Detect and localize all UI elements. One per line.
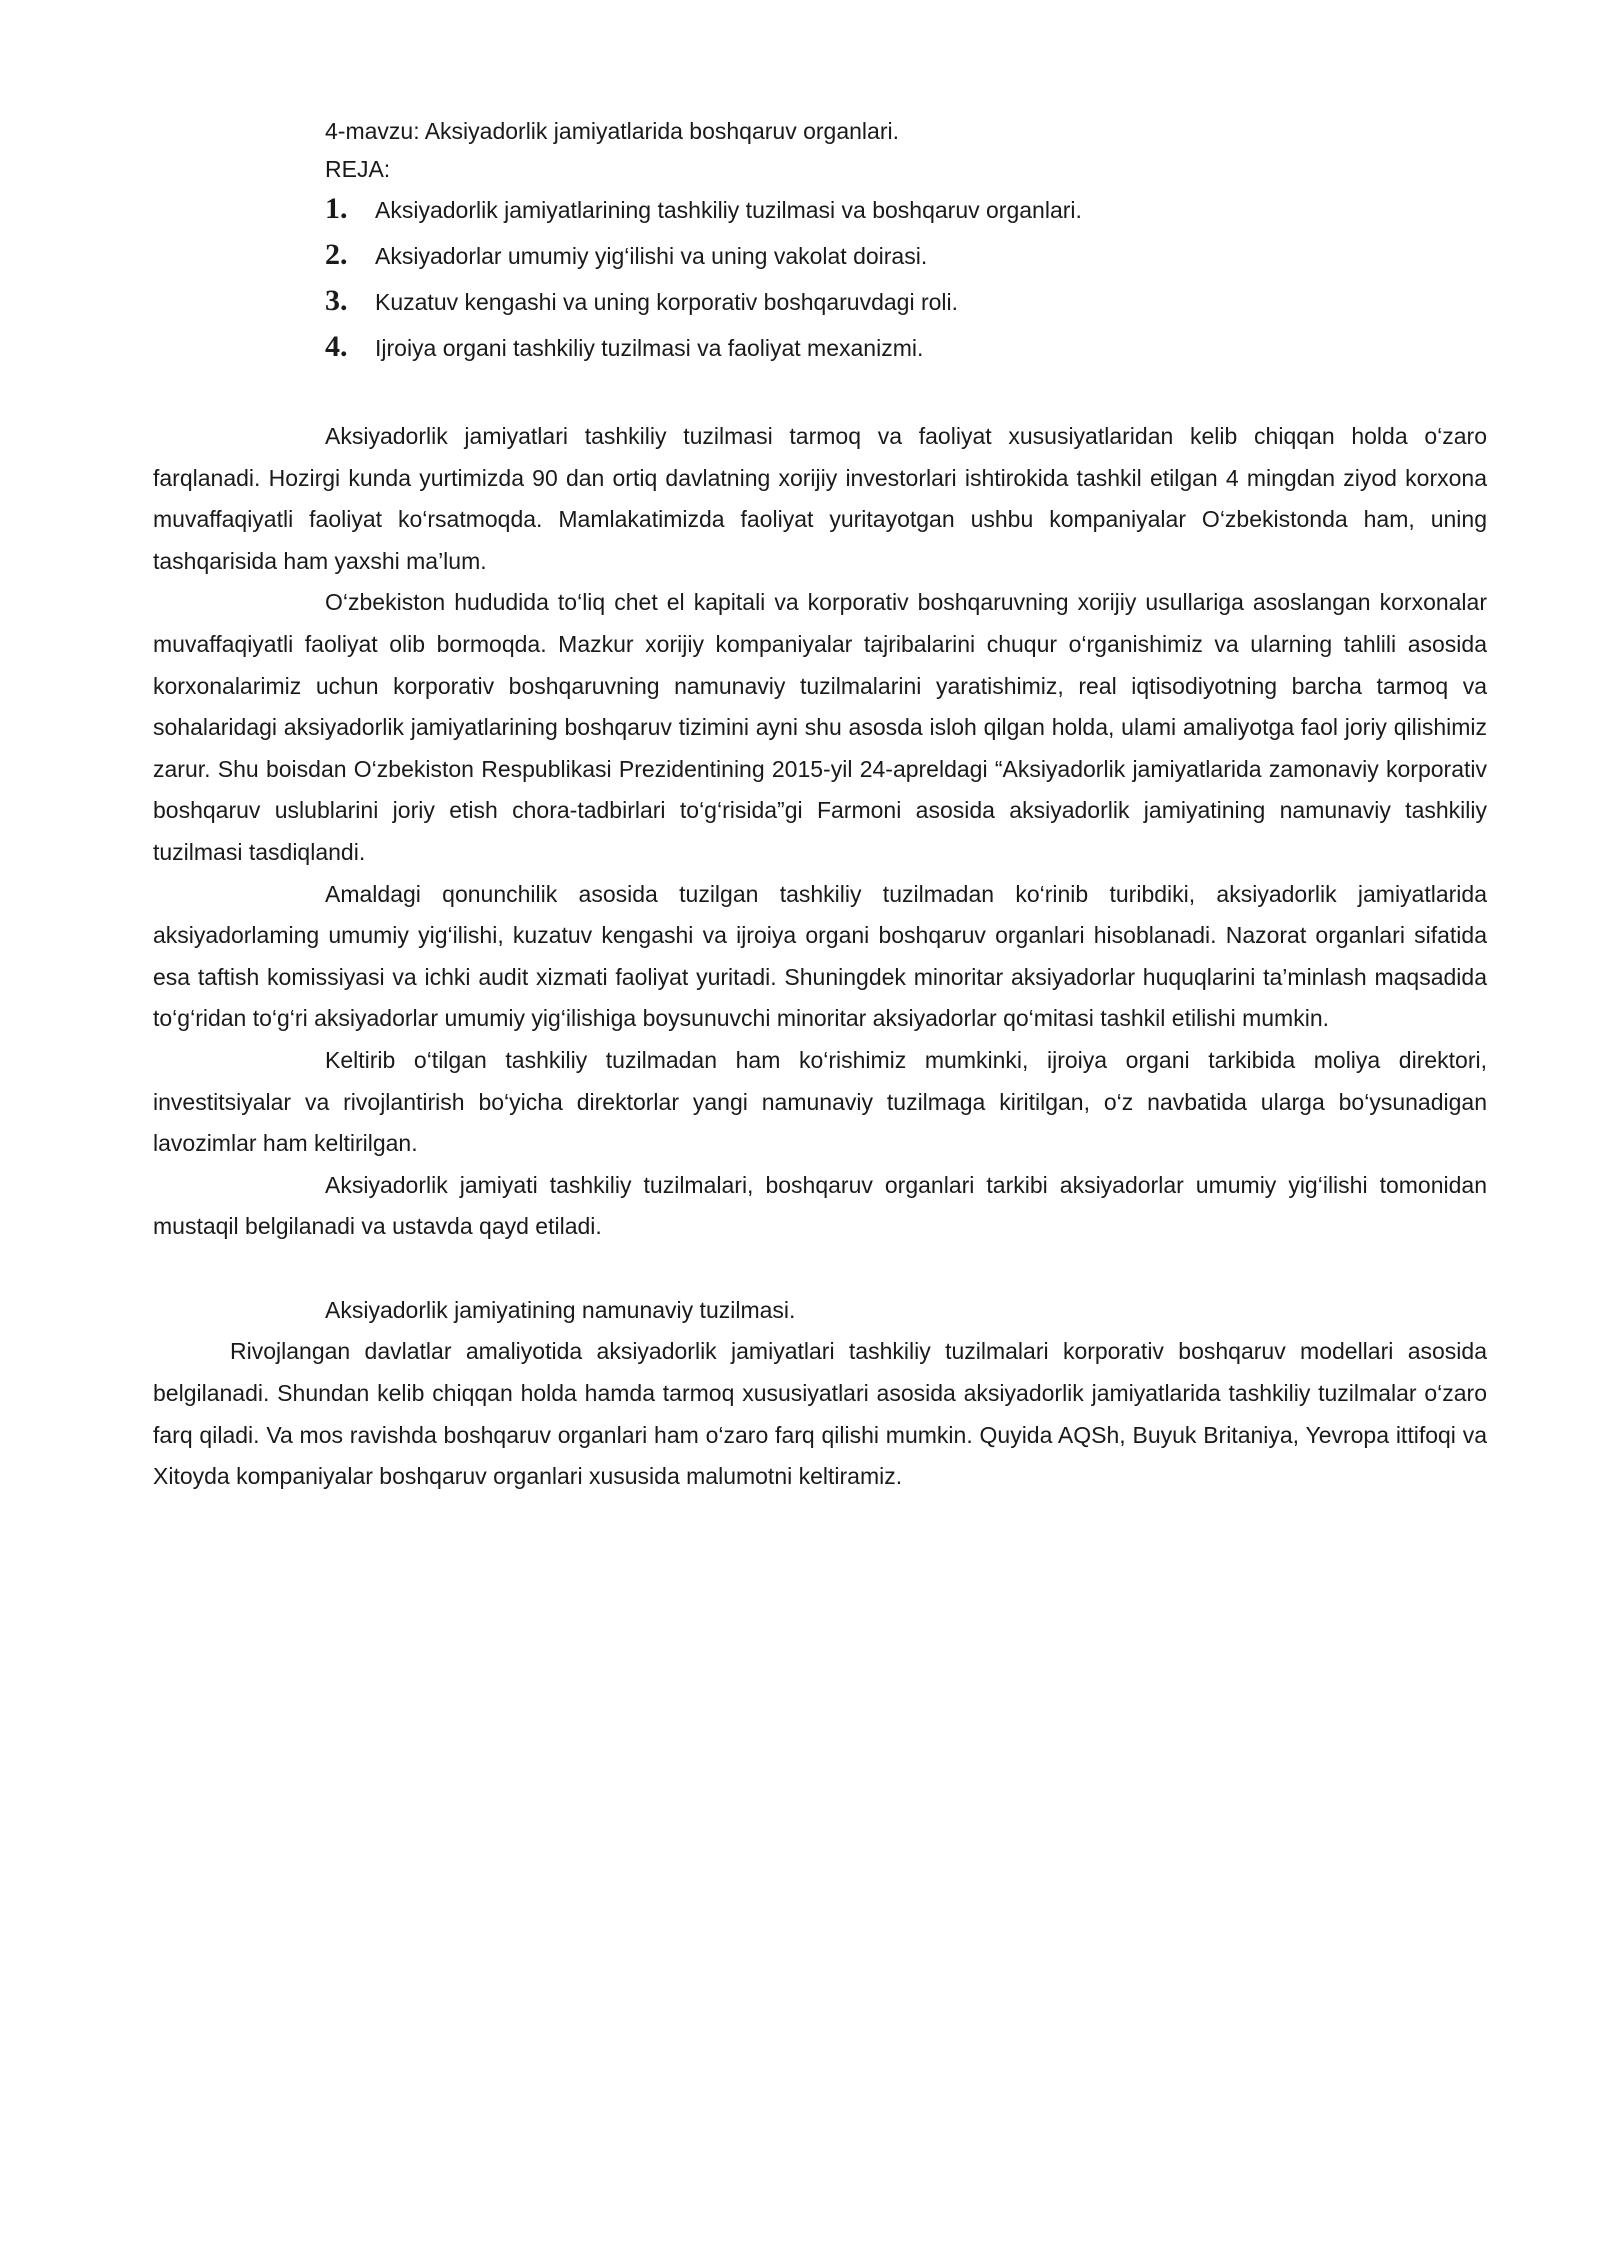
body-paragraph: Aksiyadorlik jamiyati tashkiliy tuzilmalari, boshqaruv organlari tarkibi aksiyadorlar umumiy yig‘ilishi tomonidan mustaqil belgilanadi va ustavda qayd etiladi. [153, 1171, 1487, 1240]
plan-item-number: 4. [325, 330, 348, 363]
document-body [153, 416, 1487, 1248]
final-paragraph: Rivojlangan davlatlar amaliyotida aksiyadorlik jamiyatlari tashkiliy tuzilmalari korporativ boshqaruv modellari asosida belgilanadi. Shundan kelib chiqqan holda hamda tarmoq xususiyatlari asosida aksiyadorlik jamiyatlarida tashkiliy tuzilmalar o‘zaro farq qiladi. Va mos ravishda boshqaruv organlari ham o‘zaro farq qilishi mumkin. Quyida AQSh, Buyuk Britaniya, Yevropa ittifoqi va Xitoyda kompaniyalar boshqaruv organlari xususida malumotni keltiramiz. [153, 1338, 1487, 1490]
plan-item-number: 2. [325, 238, 348, 271]
plan-list [325, 192, 1487, 376]
body-paragraph: Keltirib o‘tilgan tashkiliy tuzilmadan ham ko‘rishimiz mumkinki, ijroiya organi tarkibida moliya direktori, investitsiyalar va rivojlantirish bo‘yicha direktorlar yangi namunaviy tuzilmaga kiritilgan, o‘z navbatida ularga bo‘ysunadigan lavozimlar ham keltirilgan. [153, 1046, 1487, 1157]
plan-item-text: Aksiyadorlar umumiy yig‘ilishi va uning vakolat doirasi. [375, 243, 928, 269]
plan-item-text: Ijroiya organi tashkiliy tuzilmasi va faoliyat mexanizmi. [375, 335, 924, 361]
body-paragraph: Amaldagi qonunchilik asosida tuzilgan tashkiliy tuzilmadan ko‘rinib turibdiki, aksiyadorlik jamiyatlarida aksiyadorlaming umumiy yig‘ilishi, kuzatuv kengashi va ijroiya organi boshqaruv organlari hisoblanadi. Nazorat organlari sifatida esa taftish komissiyasi va ichki audit xizmati faoliyat yuritadi. Shuningdek minoritar aksiyadorlar huquqlarini ta’minlash maqsadida to‘g‘ridan to‘g‘ri aksiyadorlar umumiy yig‘ilishiga boysunuvchi minoritar aksiyadorlar qo‘mitasi tashkil etilishi mumkin. [153, 880, 1487, 1032]
section-title: Aksiyadorlik jamiyatining namunaviy tuzilmasi. [325, 1296, 796, 1323]
plan-label: REJA: [325, 156, 391, 182]
plan-item [325, 284, 1487, 330]
plan-item-text: Kuzatuv kengashi va uning korporativ boshqaruvdagi roli. [375, 289, 959, 315]
plan-item-number: 3. [325, 284, 348, 317]
body-paragraph: O‘zbekiston hududida to‘liq chet el kapitali va korporativ boshqaruvning xorijiy usullariga asoslangan korxonalar muvaffaqiyatli faoliyat olib bormoqda. Mazkur xorijiy kompaniyalar tajribalarini chuqur o‘rganishimiz va ularning tahlili asosida korxonalarimiz uchun korporativ boshqaruvning namunaviy tuzilmalarini yaratishimiz, real iqtisodiyotning barcha tarmoq va sohalaridagi aksiyadorlik jamiyatlarining boshqaruv tizimini ayni shu asosda isloh qilgan holda, ulami amaliyotga faol joriy qilishimiz zarur. Shu boisdan O‘zbekiston Respublikasi Prezidentining 2015-yil 24-apreldagi “Aksiyadorlik jamiyatlarida zamonaviy korporativ boshqaruv uslublarini joriy etish chora-tadbirlari to‘g‘risida”gi Farmoni asosida aksiyadorlik jamiyatining namunaviy tashkiliy tuzilmasi tasdiqlandi. [153, 589, 1487, 865]
body-paragraph: Aksiyadorlik jamiyatlari tashkiliy tuzilmasi tarmoq va faoliyat xususiyatlaridan kelib chiqqan holda o‘zaro farqlanadi. Hozirgi kunda yurtimizda 90 dan ortiq davlatning xorijiy investorlari ishtirokida tashkil etilgan 4 mingdan ziyod korxona muvaffaqiyatli faoliyat ko‘rsatmoqda. Mamlakatimizda faoliyat yuritayotgan ushbu kompaniyalar O‘zbekistonda ham, uning tashqarisida ham yaxshi ma’lum. [153, 423, 1487, 574]
plan-item [325, 330, 1487, 376]
plan-item-number: 1. [325, 192, 348, 225]
document-page [153, 112, 1487, 1498]
plan-item [325, 238, 1487, 284]
plan-item [325, 192, 1487, 238]
plan-item-text: Aksiyadorlik jamiyatlarining tashkiliy tuzilmasi va boshqaruv organlari. [375, 197, 1082, 223]
document-title: 4-mavzu: Aksiyadorlik jamiyatlarida boshqaruv organlari. [325, 118, 899, 144]
